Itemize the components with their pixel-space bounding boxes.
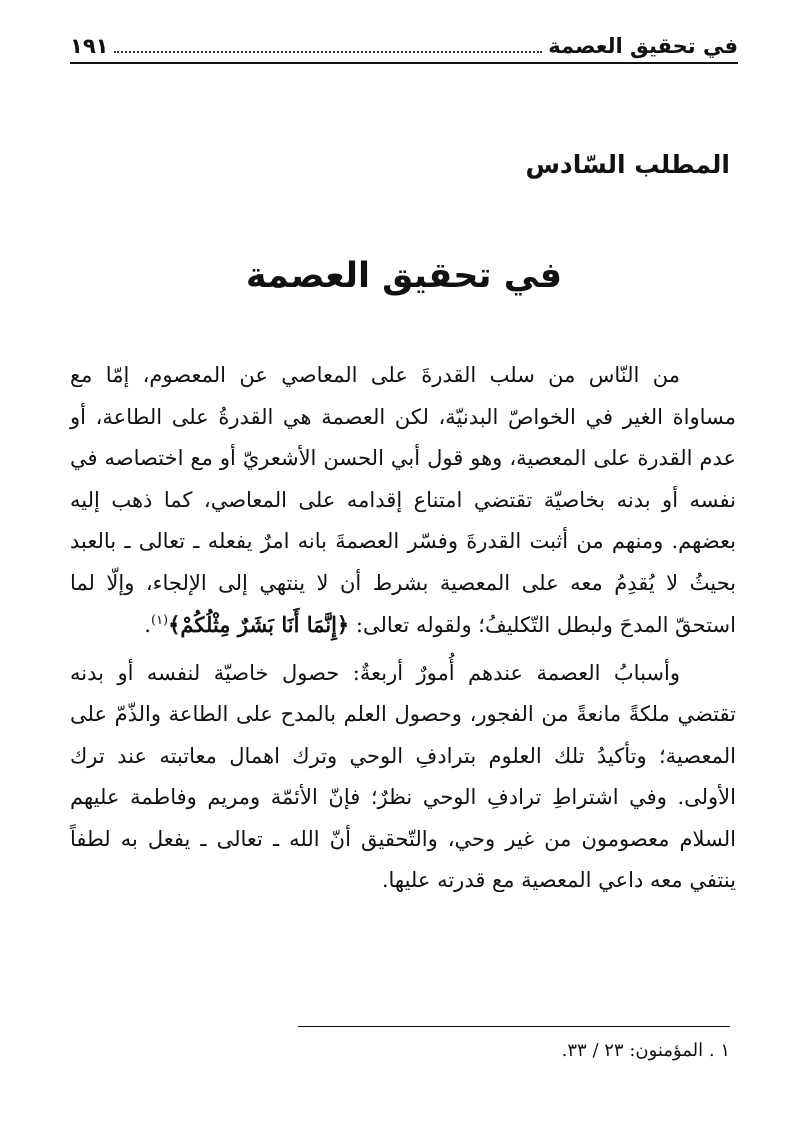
running-header bbox=[70, 30, 738, 64]
paragraph-1-end: . bbox=[144, 613, 151, 637]
page-number: ١٩١ bbox=[70, 34, 109, 58]
paragraph-2: وأسبابُ العصمة عندهم أُمورٌ أربعةٌ: حصول خاصيّة لنفسه أو بدنه تقتضي ملكةً مانعةً من الفجور، وحصول العلم بالمدح على الطاعة والذّمّ على المعصية؛ وتأكيدُ تلك العلوم بترادفِ الوحي وترك اهمال معاتبته عند ترك الأولى. وفي اشتراطِ ترادفِ الوحي نظرٌ؛ فإنّ الأئمّة ومريم وفاطمة عليهم السلام معصومون من غير وحي، والتّحقيق أنّ الله ـ تعالى ـ يفعل به لطفاً ينتفي معه داعي المعصية مع قدرته عليها. bbox=[70, 660, 736, 892]
footnote-rule bbox=[298, 1026, 730, 1027]
paragraph-1-text: من النّاس من سلب القدرةَ على المعاصي عن المعصوم، إمّا مع مساواة الغير في الخواصّ البدنيّة، لكن العصمة هي القدرةُ على الطاعة، أو عدم القدرة على المعصية، وهو قول أبي الحسن الأشعريّ أو مع اختصاصه في نفسه أو بدنه بخاصيّة تقتضي امتناع إقدامه على المعاصي، كما ذهب إليه بعضهم. ومنهم من أثبت القدرةَ وفسّر العصمةَ بانه امرٌ يفعله ـ تعالى ـ بالعبد بحيثُ لا يُقدِمُ معه على المعصية بشرط أن لا ينتهي إلى الإلجاء، وإلّا لما استحقّ المدحَ ولبطل التّكليفُ؛ ولقوله تعالى: bbox=[70, 363, 736, 637]
quran-verse: ﴿إِنَّمَا أَنَا بَشَرٌ مِثْلُكُمْ﴾ bbox=[168, 612, 350, 637]
dot-leader bbox=[114, 51, 542, 53]
chapter-title: في تحقيق العصمة bbox=[245, 256, 563, 296]
footnote-marker: (١) bbox=[150, 613, 169, 628]
paragraph-1 bbox=[70, 355, 736, 647]
running-title: في تحقيق العصمة bbox=[548, 34, 738, 58]
section-heading: المطلب السّادس bbox=[525, 150, 730, 179]
footnote: ١ . المؤمنون: ٢٣ / ٣٣. bbox=[561, 1040, 730, 1061]
body-text bbox=[70, 355, 736, 902]
